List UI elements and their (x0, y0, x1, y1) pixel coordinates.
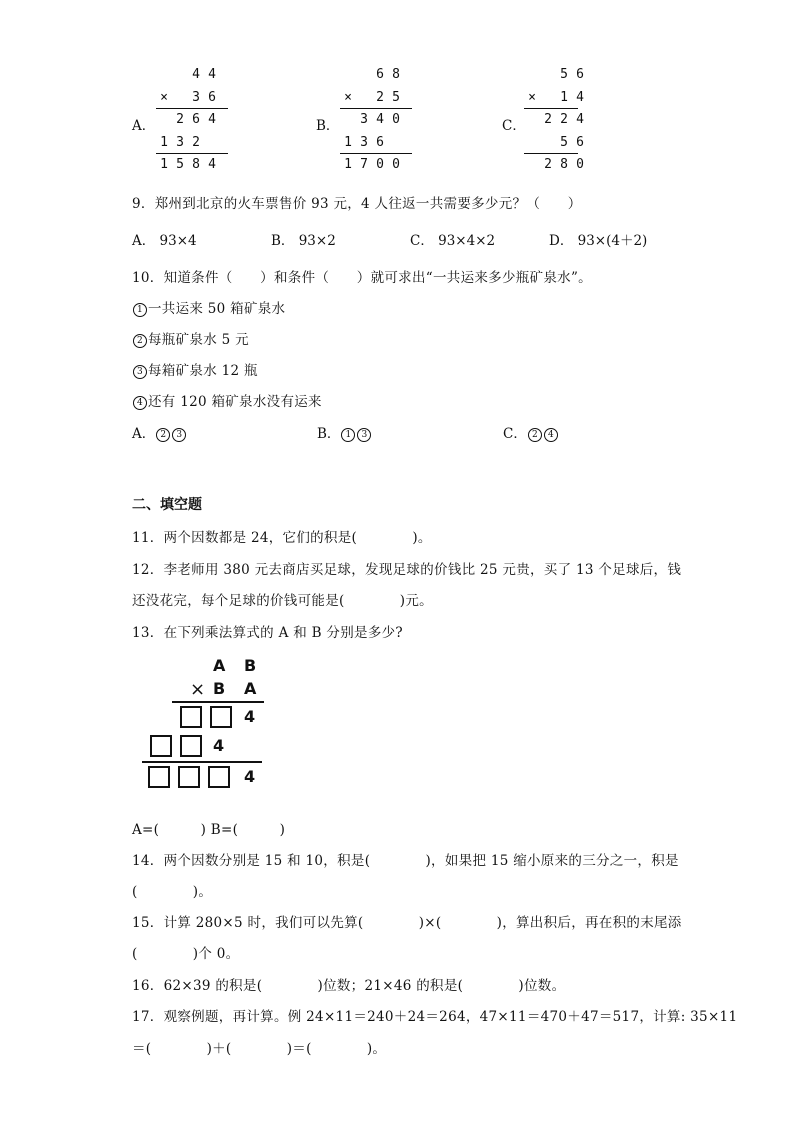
q8-option-a-line2 (156, 153, 228, 154)
puzzle-box[interactable] (210, 706, 232, 728)
q10-condition-4: 4 还有 120 箱矿泉水没有运来 (132, 390, 322, 410)
q10-option-c[interactable]: C． 2 4 (503, 422, 559, 442)
q10-condition-2: 2 每瓶矿泉水 5 元 (132, 328, 249, 348)
q15-line1: 15．计算 280×5 时，我们可以先算( )×( )，算出积后，再在积的末尾添 (132, 915, 682, 931)
q10-option-a[interactable]: A． 2 3 (132, 422, 187, 442)
q9-option-d[interactable]: D． 93×(4＋2) (549, 233, 648, 249)
q14-line2: ( )。 (132, 884, 213, 900)
q17-line2: ＝( )＋( )＝( )。 (132, 1041, 387, 1057)
q9-text: 9．郑州到北京的火车票售价 93 元，4 人往返一共需要多少元？（ ） (132, 196, 582, 212)
puzzle-digit-4: 4 (213, 736, 225, 755)
q8-option-b-line2 (340, 153, 412, 154)
q8-option-c-label: C． (502, 118, 526, 134)
q8-option-a-line1 (156, 108, 228, 109)
puzzle-digit-4: 4 (244, 707, 256, 726)
q8-option-a-calc: 4 4 × 3 6 2 6 4 1 3 2 1 5 8 4 (160, 67, 216, 172)
puzzle-times: × (190, 679, 206, 700)
q9-option-c[interactable]: C． 93×4×2 (410, 233, 496, 249)
puzzle-box[interactable] (148, 766, 170, 788)
q9-option-a[interactable]: A． 93×4 (132, 233, 197, 249)
puzzle-box[interactable] (178, 766, 200, 788)
puzzle-line1 (172, 701, 264, 703)
q8-option-b-line1 (340, 108, 412, 109)
puzzle-a-top: A (213, 656, 226, 675)
section-title: 二、填空题 (132, 497, 202, 513)
puzzle-b-second: B (213, 679, 226, 698)
puzzle-box[interactable] (180, 735, 202, 757)
q15-line2: ( )个 0。 (132, 946, 240, 962)
q8-option-c-line2 (524, 153, 578, 154)
puzzle-b-top: B (244, 656, 257, 675)
q12-line1: 12．李老师用 380 元去商店买足球，发现足球的价钱比 25 元贵，买了 13 个足球后，钱 (132, 562, 682, 578)
q8-option-b-label: B． (316, 118, 340, 134)
q10-condition-1: 1 一共运来 50 箱矿泉水 (132, 297, 285, 317)
q10-text: 10．知道条件（ ）和条件（ ）就可求出“一共运来多少瓶矿泉水”。 (132, 270, 592, 286)
q16-text: 16．62×39 的积是( )位数；21×46 的积是( )位数。 (132, 978, 566, 994)
q14-line1: 14．两个因数分别是 15 和 10，积是( )，如果把 15 缩小原来的三分之一，积是 (132, 853, 679, 869)
q12-line2: 还没花完，每个足球的价钱可能是( )元。 (132, 593, 433, 609)
q8-option-c-line1 (524, 108, 578, 109)
q8-option-b-calc: 6 8 × 2 5 3 4 0 1 3 6 1 7 0 0 (344, 67, 400, 172)
q13-text: 13．在下列乘法算式的 A 和 B 分别是多少? (132, 625, 403, 641)
puzzle-box[interactable] (150, 735, 172, 757)
q8-option-a-label: A． (132, 118, 156, 134)
q8-option-c-calc: 5 6 × 1 4 2 2 4 5 6 2 8 0 (528, 67, 584, 172)
q11-text: 11．两个因数都是 24，它们的积是( )。 (132, 530, 432, 546)
q10-option-b[interactable]: B． 1 3 (317, 422, 372, 442)
q10-condition-3: 3 每箱矿泉水 12 瓶 (132, 359, 258, 379)
puzzle-digit-4: 4 (244, 767, 256, 786)
q17-line1: 17．观察例题，再计算。例 24×11＝240＋24＝264，47×11＝470＋47＝517，计算: 35×11 (132, 1009, 738, 1025)
q9-option-b[interactable]: B． 93×2 (271, 233, 336, 249)
q13-answer: A=( ) B=( ) (132, 822, 286, 838)
puzzle-box[interactable] (208, 766, 230, 788)
puzzle-box[interactable] (180, 706, 202, 728)
puzzle-line2 (142, 761, 262, 763)
puzzle-a-second: A (244, 679, 257, 698)
